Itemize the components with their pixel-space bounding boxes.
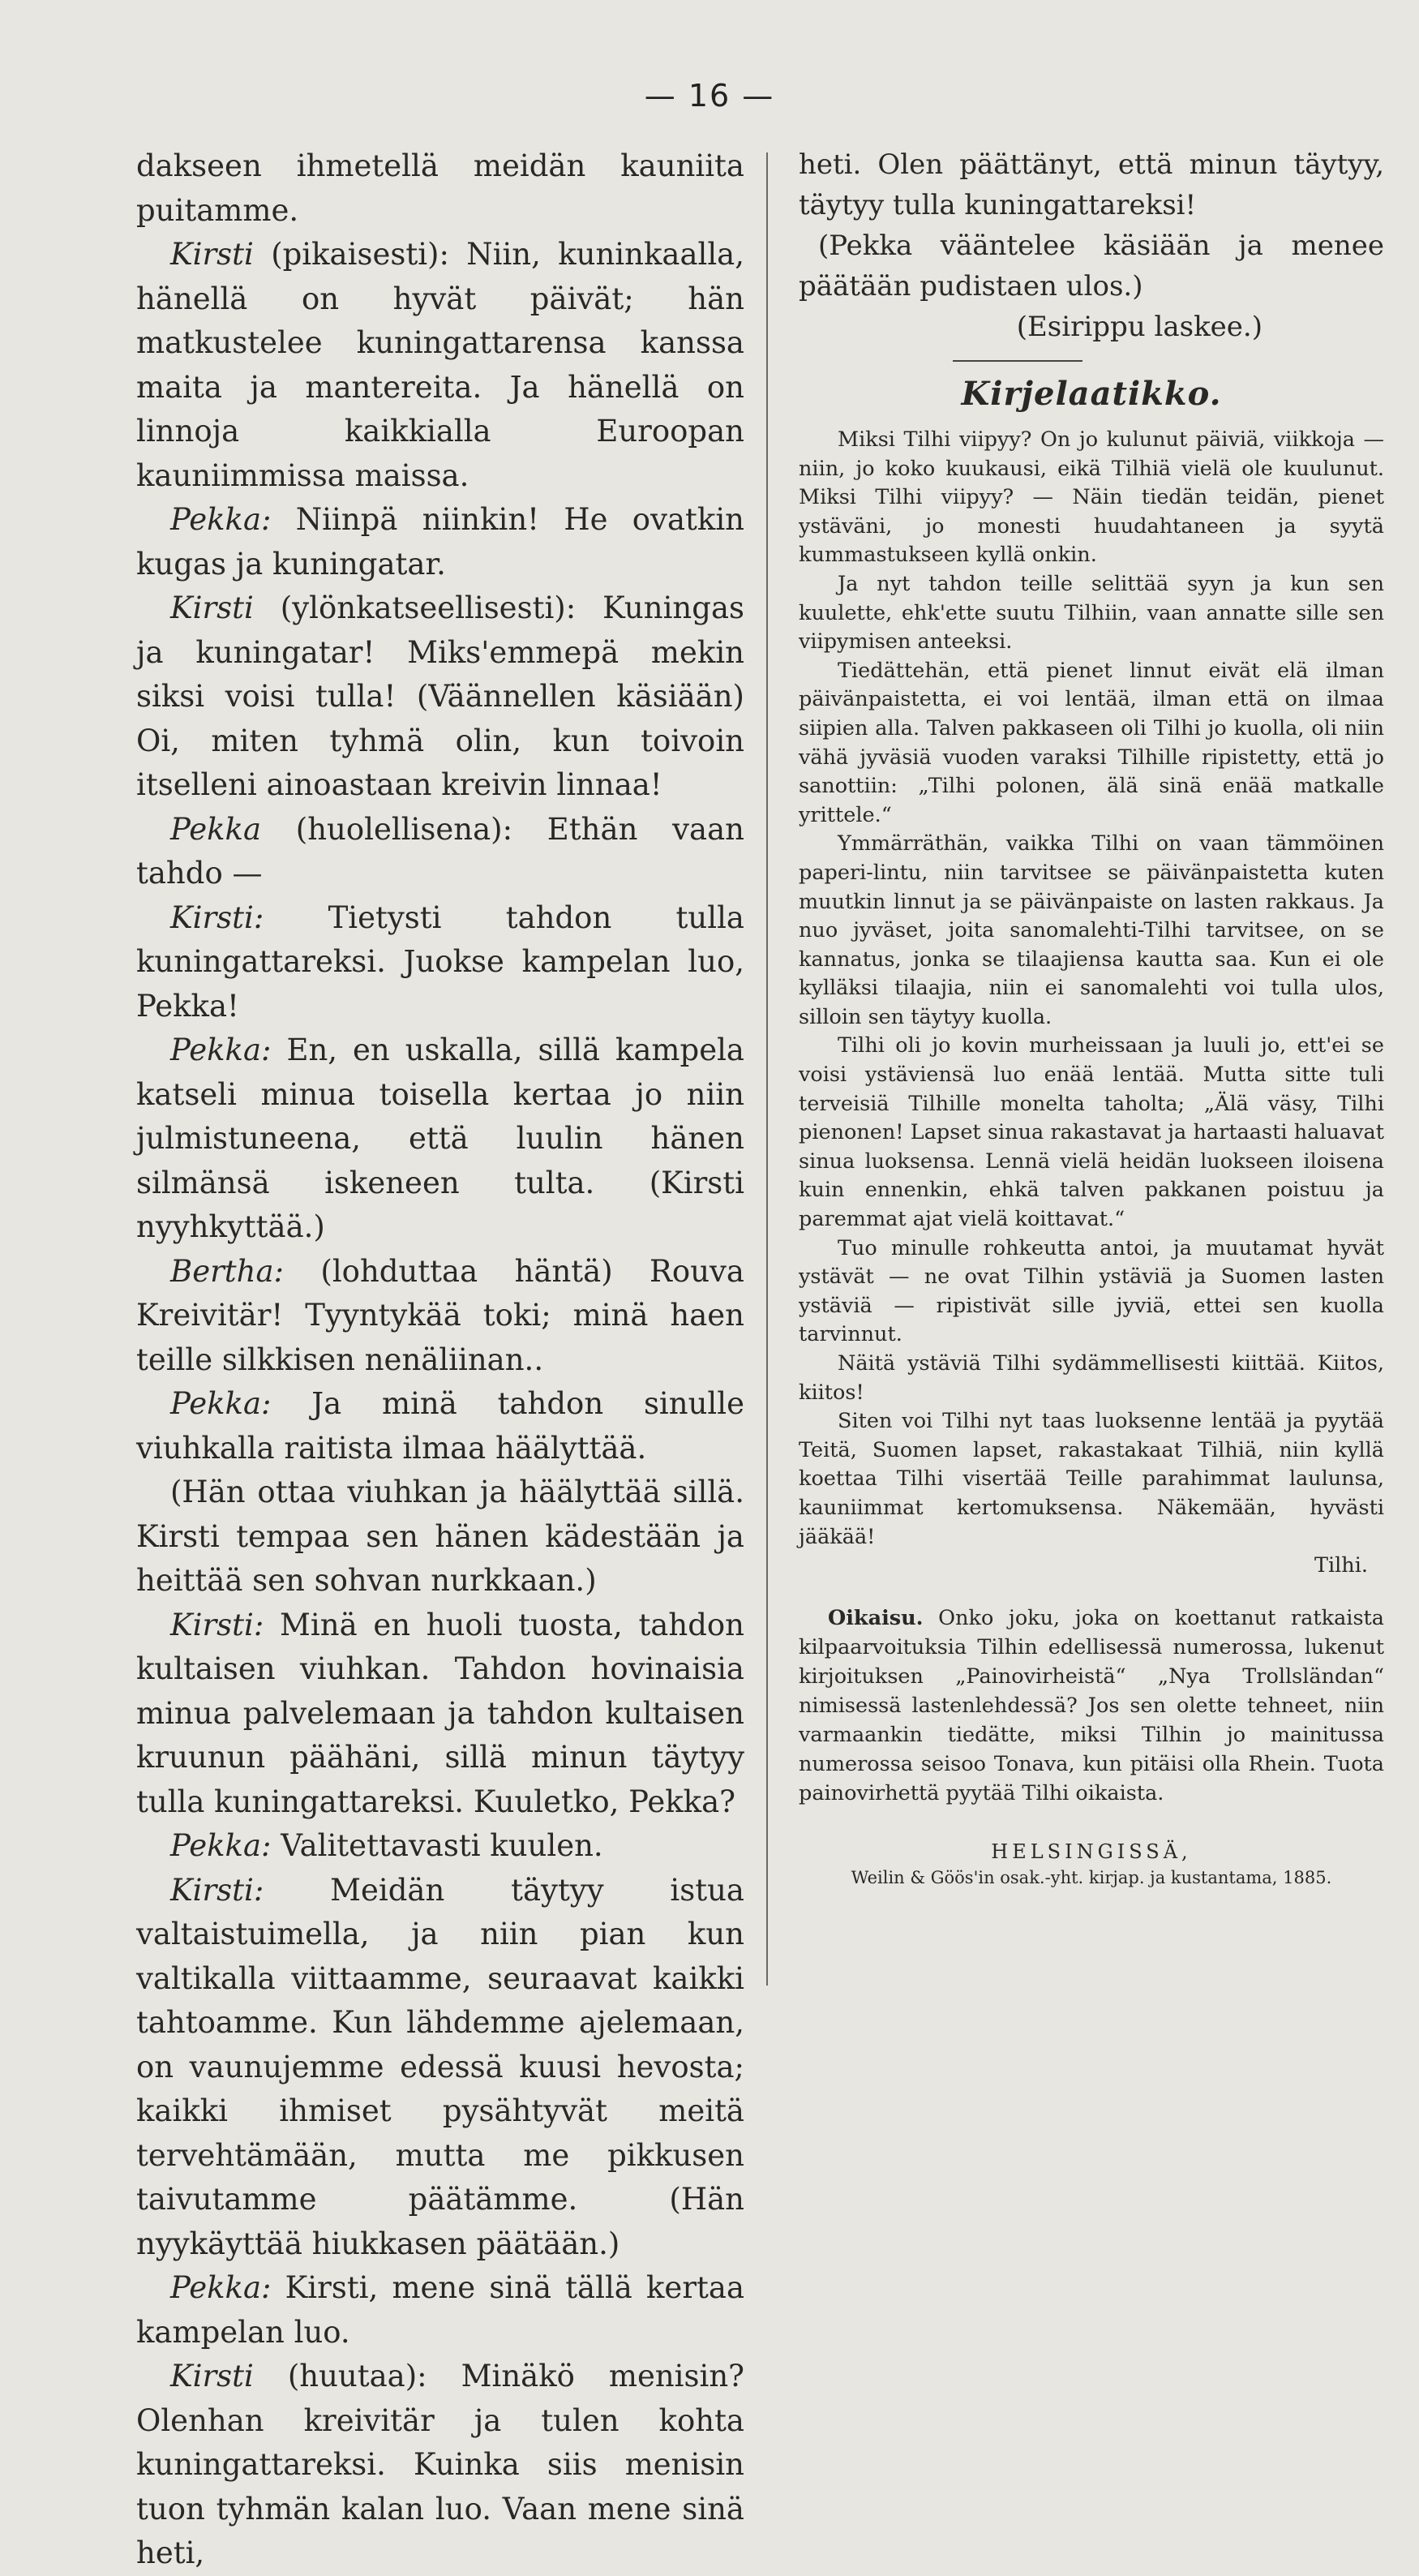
speaker-name: Kirsti:	[170, 1607, 264, 1642]
speaker-name: Pekka:	[170, 2270, 272, 2305]
speaker-name: Pekka	[170, 811, 262, 847]
speaker-name: Pekka:	[170, 502, 272, 537]
play-line: Kirsti: Minä en huoli tuosta, tahdon kultaisen viuhkan. Tahdon hovinaisia minua palvelemaan ja tahdon kultaisen kruunun päähäni, sillä minun täytyy tulla kuningattareksi. Kuuletko, Pekka?	[136, 1607, 744, 1819]
correction-text: Onko joku, joka on koettanut ratkaista kilpaarvoituksia Tilhin edellisessä numerossa, lukenut kirjoituksen „Painovirheistä“ „Nya Trollsländan“ nimisessä lastenlehdessä? Jos sen olette tehneet, niin varmaankin tiedätte, miksi Tilhin jo mainitussa numerossa seisoo Tonava, kun pitäisi olla Rhein. Tuota painovirhettä pyytää Tilhi oikaista.	[799, 1605, 1384, 1805]
letter-paragraph: Näitä ystäviä Tilhi sydämmellisesti kiittää. Kiitos, kiitos!	[799, 1351, 1384, 1405]
letter-title: Kirjelaatikko.	[961, 375, 1222, 413]
speaker-name: Pekka:	[170, 1033, 272, 1067]
play-line: Pekka: Ja minä tahdon sinulle viuhkalla raitista ilmaa häälyttää.	[136, 1386, 744, 1466]
speaker-name: Bertha:	[170, 1253, 284, 1289]
speaker-name: Kirsti	[170, 590, 254, 625]
play-line: Kirsti: Tietysti tahdon tulla kuningattareksi. Juokse kampelan luo, Pekka!	[136, 899, 744, 1024]
page-number: — 16 —	[644, 78, 775, 114]
play-column	[136, 144, 744, 2576]
speaker-name: Kirsti:	[170, 899, 264, 935]
play-line: Kirsti (huutaa): Minäkö menisin? Olenhan kreivitär ja tulen kohta kuningattareksi. Kuinka siis menisin tuon tyhmän kalan luo. Vaan mene sinä heti,	[136, 2359, 744, 2570]
section-rule	[953, 360, 1082, 362]
letter-box	[799, 426, 1384, 1581]
right-column	[799, 144, 1384, 1887]
letter-paragraph: Tilhi oli jo kovin murheissaan ja luuli jo, ett'ei se voisi ystäviensä luo enää lentää. Mutta sitte tuli terveisiä Tilhille monelta taholta; „Älä väsy, Tilhi pienonen! Lapset sinua rakastavat ja hartaasti haluavat sinua luoksensa. Lennä vielä heidän luokseen iloisena kuin ennenkin, ehkä talven pakkanen poistuu ja paremmat ajat vielä koittavat.“	[799, 1033, 1384, 1232]
play-line: Pekka: Niinpä niinkin! He ovatkin kugas ja kuningatar.	[136, 502, 744, 582]
play-line: Kirsti (ylönkatseellisesti): Kuningas ja kuningatar! Miks'emmepä mekin siksi voisi tulla! (Väännellen käsiään) Oi, miten tyhmä olin, kun toivoin itselleni ainoastaan kreivin linnaa!	[136, 590, 744, 802]
speaker-name: Pekka:	[170, 1828, 272, 1863]
play-line: Pekka: Valitettavasti kuulen.	[170, 1828, 603, 1863]
speaker-name: Kirsti	[170, 2359, 254, 2394]
play-line: Bertha: (lohduttaa häntä) Rouva Kreivitär! Tyyntykää toki; minä haen teille silkkisen nenäliinan..	[136, 1253, 744, 1377]
play-continuation: heti. Olen päättänyt, että minun täytyy, täytyy tulla kuningattareksi!	[799, 148, 1384, 221]
speaker-name: Kirsti:	[170, 1872, 264, 1908]
stage-direction: (Pekka vääntelee käsiään ja menee päätään pudistaen ulos.)	[799, 230, 1384, 303]
letter-paragraph: Siten voi Tilhi nyt taas luoksenne lentää ja pyytää Teitä, Suomen lapset, rakastakaat Tilhiä, niin kyllä koettaa Tilhi visertää Teille parahimmat laulunsa, kauniimmat kertomuksensa. Näkemään, hyvästi jääkää!	[799, 1409, 1384, 1549]
curtain-line: (Esirippu laskee.)	[1016, 311, 1263, 343]
letter-paragraph: Tiedättehän, että pienet linnut eivät elä ilman päivänpaistetta, ei voi lentää, ilman että on ilmaa siipien alla. Talven pakkaseen oli Tilhi jo kuolla, oli niin vähä jyväsiä vuoden varaksi Tilhille ripistetty, että jo sanottiin: „Tilhi polonen, älä sinä enää matkalle yrittele.“	[799, 658, 1384, 827]
play-line: Pekka: Kirsti, mene sinä tällä kertaa kampelan luo.	[136, 2270, 744, 2350]
play-ending	[799, 144, 1384, 347]
imprint-text: Weilin & Göös'in osak.-yht. kirjap. ja kustantama, 1885.	[851, 1867, 1332, 1887]
play-line: (Hän ottaa viuhkan ja häälyttää sillä. Kirsti tempaa sen hänen kädestään ja heittää sen sohvan nurkkaan.)	[136, 1475, 744, 1598]
letter-paragraph: Ymmärräthän, vaikka Tilhi on vaan tämmöinen paperi-lintu, niin tarvitsee se päivänpaistetta kuten muutkin linnut ja se päivänpaiste on lasten rakkaus. Ja nuo jyväset, joita sanomalehti-Tilhi tarvitsee, on se kannatus, jonka se tilaajiensa kautta saa. Kun ei ole kylläksi tilaajia, niin ei sanomalehti voi tulla ulos, silloin sen täytyy kuolla.	[799, 831, 1384, 1029]
play-line: Kirsti (pikaisesti): Niin, kuninkaalla, hänellä on hyvät päivät; hän matkustelee kuningattarensa kanssa maita ja mantereita. Ja hänellä on linnoja kaikkialla Euroopan kauniimmissa maissa.	[136, 237, 744, 493]
play-line: Pekka (huolellisena): Ethän vaan tahdo —	[136, 811, 744, 891]
play-line: dakseen ihmetellä meidän kauniita puitamme.	[136, 148, 744, 228]
letter-paragraph: Ja nyt tahdon teille selittää syyn ja kun sen kuulette, ehk'ette suutu Tilhiin, vaan annatte sille sen viipymisen anteeksi.	[799, 571, 1384, 655]
correction-notice	[799, 1604, 1384, 1808]
speaker-name: Kirsti	[170, 237, 254, 272]
letter-paragraph: Miksi Tilhi viipyy? On jo kulunut päiviä, viikkoja — niin, jo koko kuukausi, eikä Tilhiä vielä ole kuulunut. Miksi Tilhi viipyy? — Näin tiedän teidän, pienet ystäväni, jo monesti huudahtaneen ja syytä kummastukseen kyllä onkin.	[799, 427, 1384, 568]
play-line: Kirsti: Meidän täytyy istua valtaistuimella, ja niin pian kun valtikalla viittaamme, seuraavat kaikki tahtoamme. Kun lähdemme ajelemaan, on vaunujemme edessä kuusi hevosta; kaikki ihmiset pysähtyvät meitä tervehtämään, mutta me pikkusen taivutamme päätämme. (Hän nyykäyttää hiukkasen päätään.)	[136, 1872, 744, 2261]
correction-label: Oikaisu.	[828, 1605, 924, 1630]
letter-signature: Tilhi.	[1314, 1553, 1368, 1578]
imprint-place: HELSINGISSÄ,	[991, 1840, 1192, 1863]
play-line: Pekka: En, en uskalla, sillä kampela katseli minua toisella kertaa jo niin julmistuneena, että luulin hänen silmänsä iskeneen tulta. (Kirsti nyyhkyttää.)	[136, 1033, 744, 1244]
letter-paragraph: Tuo minulle rohkeutta antoi, ja muutamat hyvät ystävät — ne ovat Tilhin ystäviä ja Suomen lasten ystäviä — ripistivät sille jyviä, ettei sen kuolla tarvinnut.	[799, 1235, 1384, 1347]
speaker-name: Pekka:	[170, 1386, 272, 1421]
column-divider	[766, 152, 768, 1986]
